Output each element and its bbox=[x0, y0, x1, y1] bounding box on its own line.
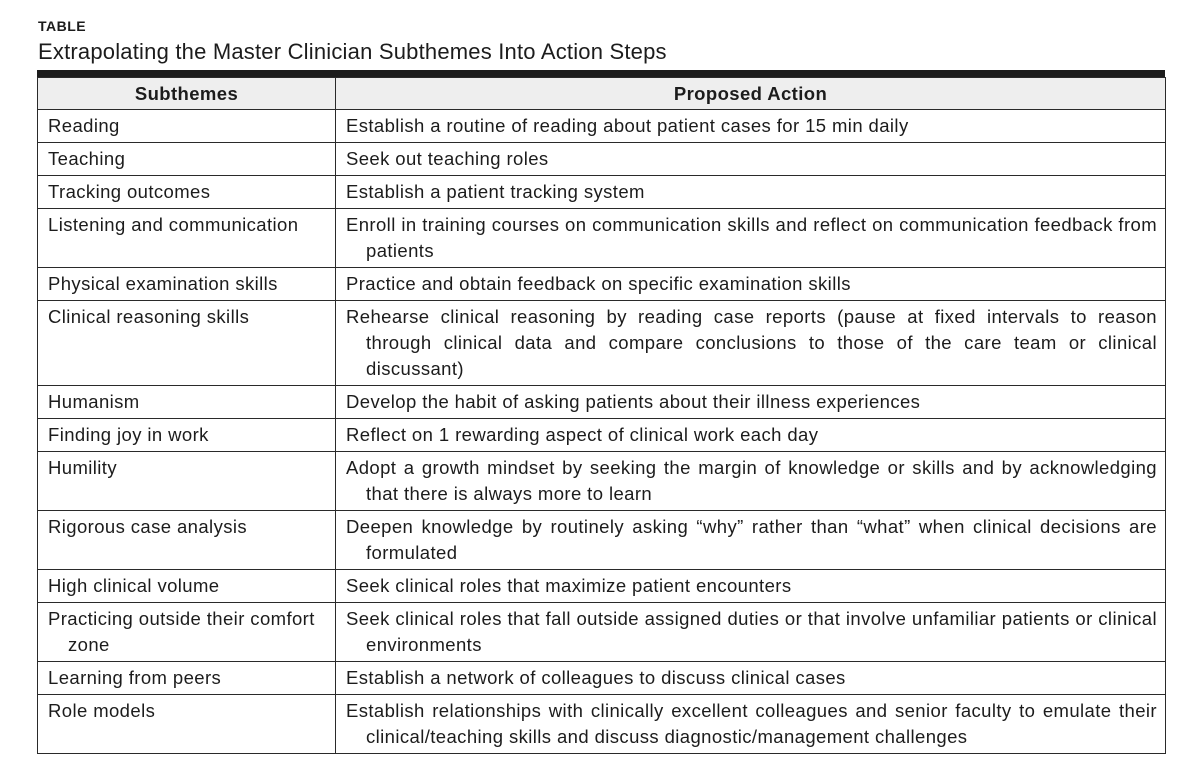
subtheme-text: Clinical reasoning skills bbox=[48, 306, 250, 327]
proposed-action-text: Establish a routine of reading about patient cases for 15 min daily bbox=[346, 115, 909, 136]
subtheme-text: Tracking outcomes bbox=[48, 181, 211, 202]
proposed-action-cell bbox=[336, 662, 1166, 695]
column-header-proposed-action: Proposed Action bbox=[336, 78, 1166, 110]
proposed-action-cell bbox=[336, 143, 1166, 176]
table-top-rule bbox=[37, 70, 1165, 77]
proposed-action-cell bbox=[336, 176, 1166, 209]
table-row bbox=[38, 662, 1166, 695]
subtheme-text: Humanism bbox=[48, 391, 140, 412]
subtheme-text: Rigorous case analysis bbox=[48, 516, 248, 537]
proposed-action-cell bbox=[336, 570, 1166, 603]
proposed-action-text: Deepen knowledge by routinely asking “why” rather than “what” when clinical decisions are formulated bbox=[346, 516, 1157, 563]
table-row bbox=[38, 209, 1166, 268]
table-row bbox=[38, 570, 1166, 603]
subtheme-cell bbox=[38, 419, 336, 452]
proposed-action-text: Establish relationships with clinically excellent colleagues and senior faculty to emulate their clinical/teaching skills and discuss diagnostic/management challenges bbox=[346, 700, 1157, 747]
proposed-action-cell bbox=[336, 603, 1166, 662]
subtheme-text: Finding joy in work bbox=[48, 424, 209, 445]
proposed-action-text: Seek clinical roles that maximize patient encounters bbox=[346, 575, 792, 596]
subtheme-cell bbox=[38, 603, 336, 662]
table-row bbox=[38, 268, 1166, 301]
table-header bbox=[38, 78, 1166, 110]
proposed-action-text: Seek out teaching roles bbox=[346, 148, 549, 169]
table-body bbox=[38, 110, 1166, 754]
proposed-action-text: Develop the habit of asking patients about their illness experiences bbox=[346, 391, 921, 412]
subtheme-cell bbox=[38, 452, 336, 511]
subtheme-cell bbox=[38, 695, 336, 754]
table-row bbox=[38, 511, 1166, 570]
proposed-action-text: Establish a network of colleagues to discuss clinical cases bbox=[346, 667, 846, 688]
subtheme-cell bbox=[38, 511, 336, 570]
table-row bbox=[38, 143, 1166, 176]
table-title: Extrapolating the Master Clinician Subthemes Into Action Steps bbox=[38, 39, 667, 64]
table-row bbox=[38, 176, 1166, 209]
subtheme-cell bbox=[38, 110, 336, 143]
proposed-action-cell bbox=[336, 695, 1166, 754]
table-row bbox=[38, 452, 1166, 511]
subtheme-text: High clinical volume bbox=[48, 575, 220, 596]
proposed-action-cell bbox=[336, 268, 1166, 301]
subtheme-cell bbox=[38, 301, 336, 386]
proposed-action-text: Seek clinical roles that fall outside assigned duties or that involve unfamiliar patients or clinical environments bbox=[346, 608, 1157, 655]
subtheme-cell bbox=[38, 662, 336, 695]
proposed-action-text: Reflect on 1 rewarding aspect of clinical work each day bbox=[346, 424, 819, 445]
header-row bbox=[38, 78, 1166, 110]
table-label: TABLE bbox=[38, 18, 87, 34]
proposed-action-text: Practice and obtain feedback on specific examination skills bbox=[346, 273, 851, 294]
proposed-action-text: Establish a patient tracking system bbox=[346, 181, 645, 202]
subtheme-text: Physical examination skills bbox=[48, 273, 278, 294]
proposed-action-cell bbox=[336, 301, 1166, 386]
subtheme-text: Role models bbox=[48, 700, 156, 721]
subtheme-text: Learning from peers bbox=[48, 667, 222, 688]
proposed-action-cell bbox=[336, 452, 1166, 511]
proposed-action-cell bbox=[336, 386, 1166, 419]
subtheme-text: Teaching bbox=[48, 148, 126, 169]
table-row bbox=[38, 110, 1166, 143]
subtheme-cell bbox=[38, 143, 336, 176]
subtheme-text: Listening and communication bbox=[48, 214, 299, 235]
subthemes-table bbox=[37, 77, 1166, 754]
column-header-subthemes: Subthemes bbox=[38, 78, 336, 110]
subtheme-cell bbox=[38, 176, 336, 209]
subtheme-cell bbox=[38, 386, 336, 419]
proposed-action-text: Adopt a growth mindset by seeking the margin of knowledge or skills and by acknowledging that there is always more to learn bbox=[346, 457, 1157, 504]
proposed-action-cell bbox=[336, 209, 1166, 268]
table-row bbox=[38, 419, 1166, 452]
proposed-action-cell bbox=[336, 110, 1166, 143]
subtheme-text: Reading bbox=[48, 115, 120, 136]
subtheme-text: Practicing outside their comfort zone bbox=[48, 608, 315, 655]
subtheme-cell bbox=[38, 570, 336, 603]
table-row bbox=[38, 301, 1166, 386]
proposed-action-text: Enroll in training courses on communication skills and reflect on communication feedback from patients bbox=[346, 214, 1157, 261]
subtheme-cell bbox=[38, 268, 336, 301]
table-row bbox=[38, 695, 1166, 754]
table-row bbox=[38, 386, 1166, 419]
subtheme-cell bbox=[38, 209, 336, 268]
subtheme-text: Humility bbox=[48, 457, 117, 478]
table-row bbox=[38, 603, 1166, 662]
proposed-action-cell bbox=[336, 511, 1166, 570]
proposed-action-cell bbox=[336, 419, 1166, 452]
proposed-action-text: Rehearse clinical reasoning by reading case reports (pause at fixed intervals to reason through clinical data and compare conclusions to those of the care team or clinical discussant) bbox=[346, 306, 1157, 379]
